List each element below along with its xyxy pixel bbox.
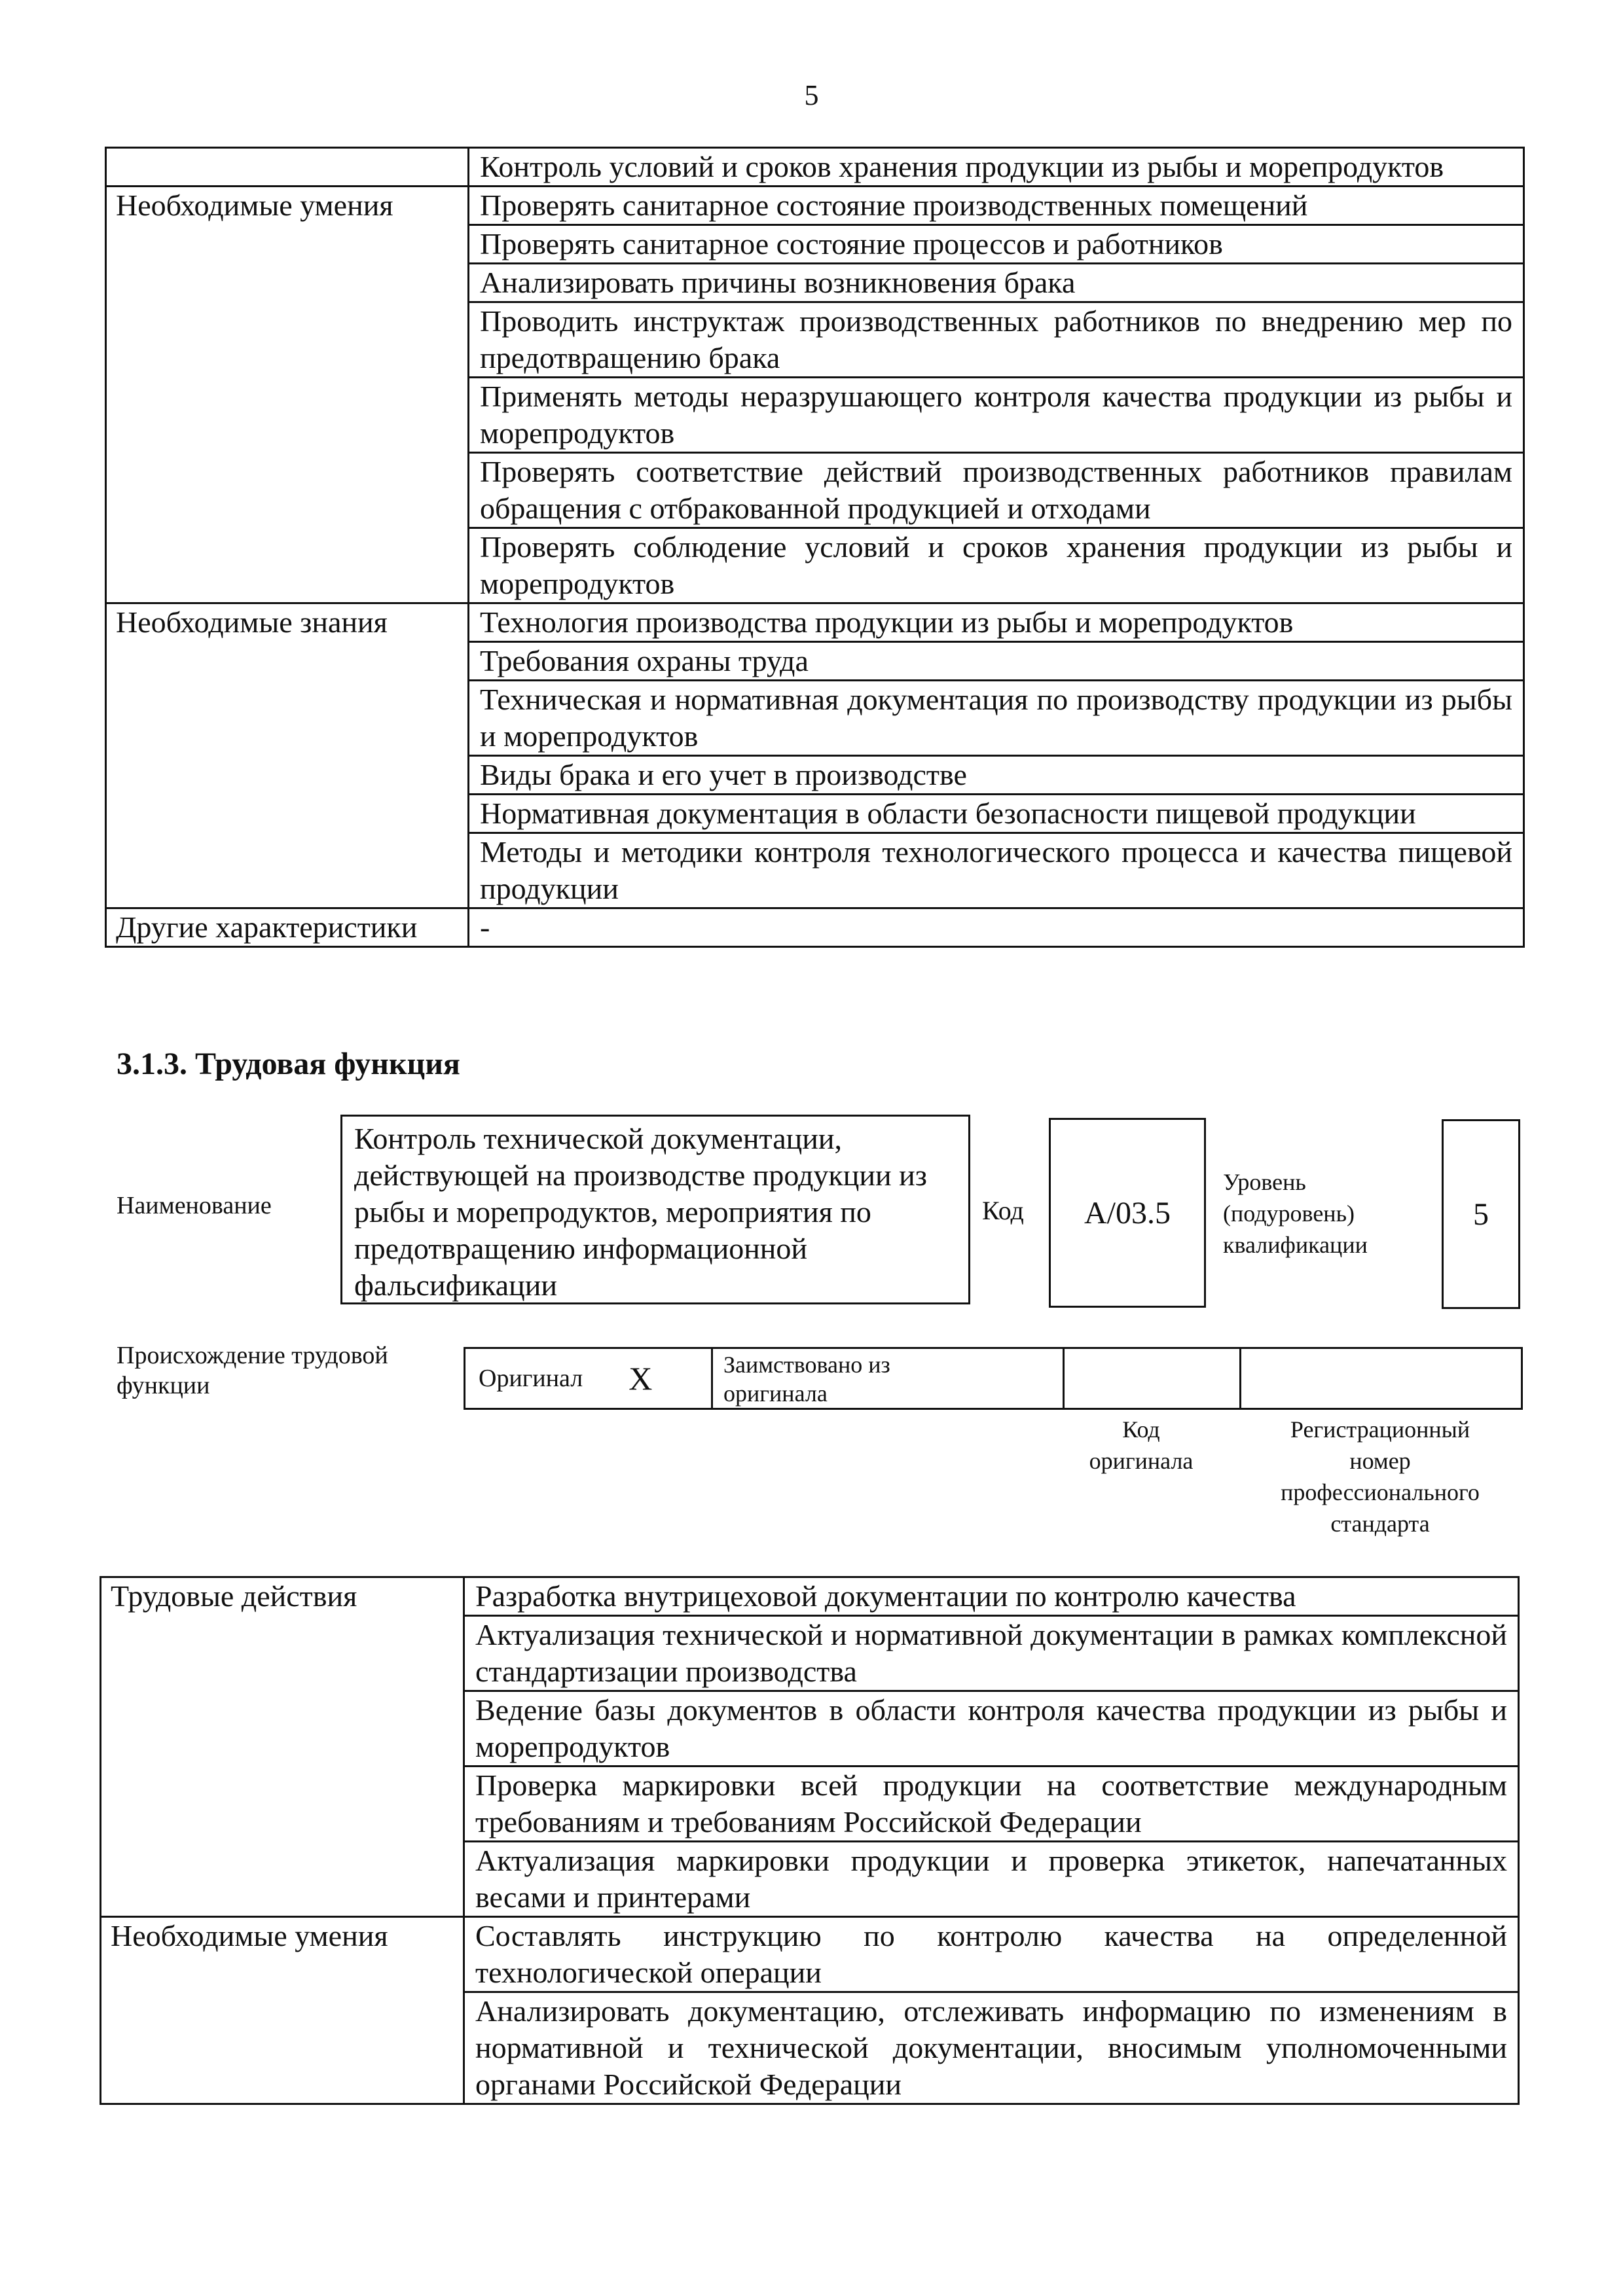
- row-item: Технология производства продукции из рыбы и морепродуктов: [469, 603, 1524, 642]
- original-label: Оригинал: [479, 1365, 583, 1392]
- row-label: Необходимые умения: [101, 1917, 464, 2104]
- row-item: -: [469, 908, 1524, 947]
- origin-original-cell: [465, 1349, 713, 1408]
- function-name-box: Контроль технической документации, действующей на производстве продукции из рыбы и морепродуктов, мероприятия по предотвращению информационной фальсификации: [340, 1115, 970, 1304]
- row-item: Требования охраны труда: [469, 642, 1524, 681]
- origin-row: [464, 1347, 1523, 1410]
- row-item: Анализировать причины возникновения брака: [469, 264, 1524, 302]
- table-row: [106, 908, 1524, 947]
- row-label: Трудовые действия: [101, 1577, 464, 1917]
- row-label: Необходимые умения: [106, 187, 469, 603]
- table-row: [106, 603, 1524, 642]
- row-item: Актуализация технической и нормативной документации в рамках комплексной стандартизации производства: [464, 1616, 1519, 1691]
- row-item: Проверять санитарное состояние производственных помещений: [469, 187, 1524, 225]
- borrowed-label: Заимствовано из оригинала: [713, 1349, 1065, 1408]
- page-number: 5: [804, 79, 819, 111]
- origin-code-caption: Код оригинала: [1089, 1416, 1194, 1474]
- origin-reg-number-cell: [1241, 1349, 1521, 1408]
- table-row: [106, 148, 1524, 187]
- function-code-box: А/03.5: [1049, 1118, 1206, 1308]
- row-item: Анализировать документацию, отслеживать информацию по изменениям в нормативной и технической документации, вносимым уполномоченными органами Российской Федерации: [464, 1992, 1519, 2104]
- row-label: [106, 148, 469, 187]
- row-item: Ведение базы документов в области контроля качества продукции из рыбы и морепродуктов: [464, 1691, 1519, 1767]
- row-item: Методы и методики контроля технологического процесса и качества пищевой продукции: [469, 833, 1524, 908]
- table-row: [101, 1577, 1519, 1616]
- section-title: 3.1.3. Трудовая функция: [117, 1047, 460, 1081]
- row-item: Виды брака и его учет в производстве: [469, 756, 1524, 795]
- row-item: Проводить инструктаж производственных работников по внедрению мер по предотвращению брака: [469, 302, 1524, 378]
- row-item: Разработка внутрицеховой документации по контролю качества: [464, 1577, 1519, 1616]
- row-item: Проверять соответствие действий производственных работников правилам обращения с отбракованной продукцией и отходами: [469, 453, 1524, 528]
- qualification-level-label: Уровень (подуровень) квалификации: [1223, 1169, 1368, 1258]
- row-label: Необходимые знания: [106, 603, 469, 908]
- table-row: [106, 187, 1524, 225]
- row-item: Проверять соблюдение условий и сроков хранения продукции из рыбы и морепродуктов: [469, 528, 1524, 603]
- qualification-level-box: 5: [1442, 1119, 1520, 1309]
- code-label: Код: [982, 1196, 1024, 1225]
- row-item: Применять методы неразрушающего контроля качества продукции из рыбы и морепродуктов: [469, 378, 1524, 453]
- original-mark: Х: [629, 1360, 653, 1397]
- origin-label: Происхождение трудовой функции: [117, 1342, 388, 1399]
- row-item: Актуализация маркировки продукции и проверка этикеток, напечатанных весами и принтерами: [464, 1842, 1519, 1917]
- characteristics-table-1: [105, 147, 1525, 948]
- reg-number-caption: Регистрационный номер профессионального стандарта: [1281, 1416, 1480, 1537]
- row-item: Проверять санитарное состояние процессов и работников: [469, 225, 1524, 264]
- row-item: Нормативная документация в области безопасности пищевой продукции: [469, 795, 1524, 833]
- table-row: [101, 1917, 1519, 1992]
- characteristics-table-2: [100, 1576, 1520, 2105]
- row-item: Контроль условий и сроков хранения продукции из рыбы и морепродуктов: [469, 148, 1524, 187]
- row-label: Другие характеристики: [106, 908, 469, 947]
- row-item: Составлять инструкцию по контролю качества на определенной технологической операции: [464, 1917, 1519, 1992]
- row-item: Техническая и нормативная документация по производству продукции из рыбы и морепродуктов: [469, 681, 1524, 756]
- name-label: Наименование: [117, 1192, 272, 1219]
- row-item: Проверка маркировки всей продукции на соответствие международным требованиям и требованиям Российской Федерации: [464, 1767, 1519, 1842]
- origin-code-cell: [1065, 1349, 1241, 1408]
